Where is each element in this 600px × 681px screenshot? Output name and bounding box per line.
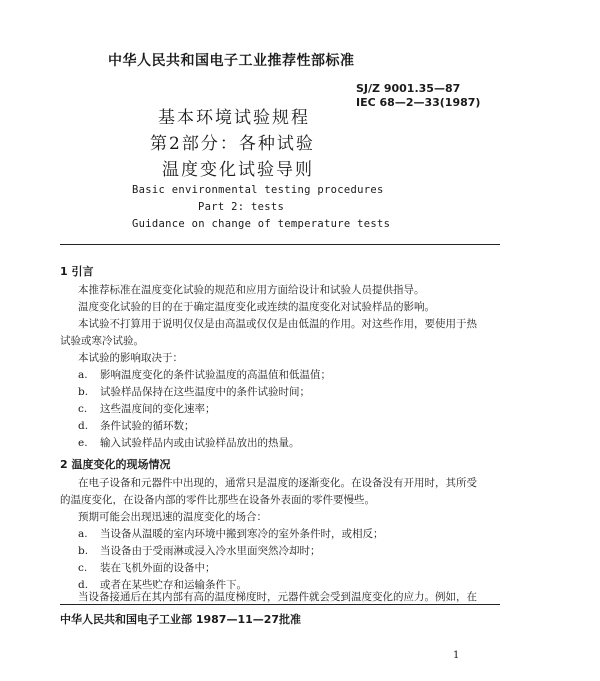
standard-type-header: 中华人民共和国电子工业推荐性部标准	[108, 53, 355, 69]
standard-code-sj: SJ/Z 9001.35—87	[356, 82, 461, 95]
list-item: b. 当设备由于受雨淋或浸入冷水里面突然冷却时；	[78, 545, 321, 557]
section-2-paragraph: 当设备接通后在其内部有高的温度梯度时，元器件就会受到温度变化的应力。例如，在	[78, 591, 477, 603]
title-en-line-3: Guidance on change of temperature tests	[132, 218, 391, 230]
list-item: b. 试验样品保持在这些温度中的条件试验时间；	[78, 386, 310, 398]
title-cn-line-1: 基本环境试验规程	[158, 108, 310, 128]
footer-divider	[60, 604, 500, 605]
section-2-paragraph: 在电子设备和元器件中出现的，通常只是温度的逐渐变化。在设备没有开用时，其所受	[78, 477, 477, 489]
title-en-line-1: Basic environmental testing procedures	[132, 184, 384, 196]
header-divider	[60, 244, 500, 245]
page-number: 1	[453, 650, 460, 661]
section-1-paragraph: 试验或寒冷试验。	[60, 335, 144, 347]
section-2-paragraph: 预期可能会出现迅速的温度变化的场合：	[78, 511, 267, 523]
section-1-heading: 1 引言	[60, 265, 94, 278]
section-2-heading: 2 温度变化的现场情况	[60, 458, 171, 471]
title-cn-line-3: 温度变化试验导则	[162, 160, 314, 180]
list-item: a. 当设备从温暖的室内环境中搬到寒冷的室外条件时，或相反；	[78, 528, 384, 540]
title-cn-line-2: 第2部分：各种试验	[150, 134, 315, 154]
standard-code-iec: IEC 68—2—33(1987)	[356, 96, 481, 109]
section-1-paragraph: 本试验不打算用于说明仅仅是由高温或仅仅是由低温的作用。对这些作用，要使用于热	[78, 318, 477, 330]
list-item: d. 或者在某些贮存和运输条件下。	[78, 579, 247, 591]
list-item: c. 装在飞机外面的设备中；	[78, 562, 216, 574]
list-item: c. 这些温度间的变化速率；	[78, 403, 216, 415]
section-1-paragraph: 本推荐标准在温度变化试验的规范和应用方面给设计和试验人员提供指导。	[78, 284, 425, 296]
section-1-paragraph: 温度变化试验的目的在于确定温度变化或连续的温度变化对试验样品的影响。	[78, 301, 435, 313]
section-2-paragraph: 的温度变化，在设备内部的零件比那些在设备外表面的零件要慢些。	[60, 494, 375, 506]
list-item: a. 影响温度变化的条件试验温度的高温值和低温值；	[78, 369, 331, 381]
title-en-line-2: Part 2: tests	[198, 201, 285, 213]
list-item: e. 输入试验样品内或由试验样品放出的热量。	[78, 437, 300, 449]
approval-footer: 中华人民共和国电子工业部 1987—11—27批准	[60, 613, 302, 626]
section-1-paragraph: 本试验的影响取决于：	[78, 352, 183, 364]
list-item: d. 条件试验的循环数；	[78, 420, 195, 432]
